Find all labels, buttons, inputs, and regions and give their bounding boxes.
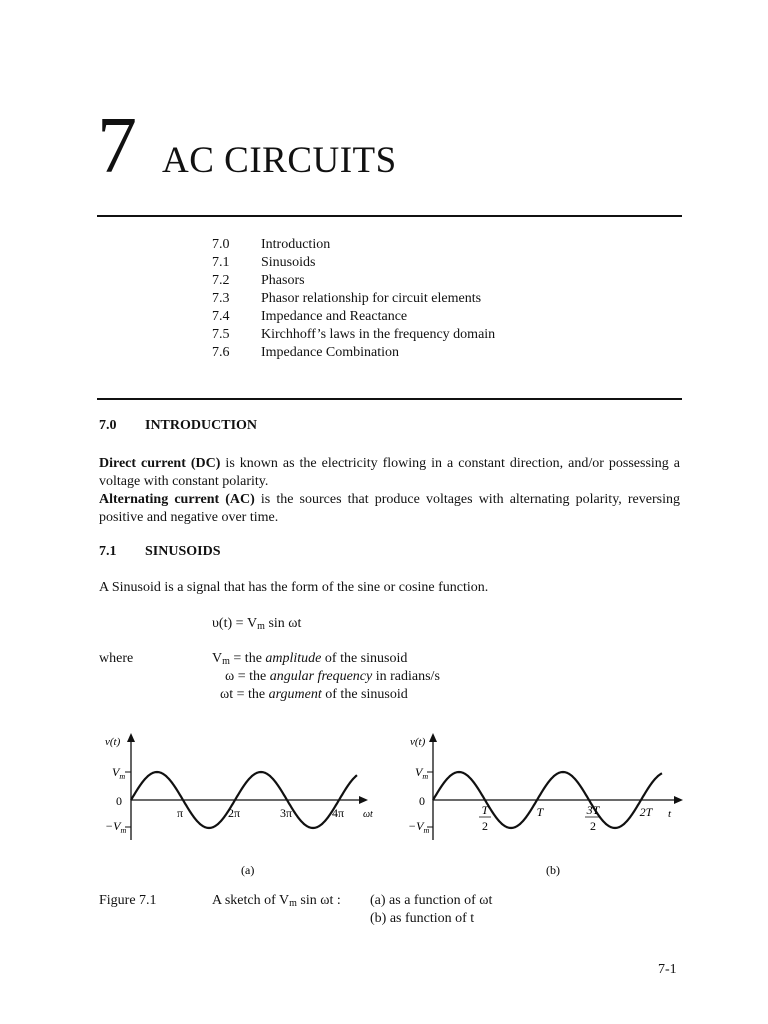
ac-text: is the sources that produce voltages with alternating polarity, reversing positive and negative over time. (99, 492, 680, 525)
toc-num: 7.0 (212, 237, 230, 252)
def-term: amplitude (265, 651, 322, 666)
graph-b-vm-label: $V_m$ (415, 765, 429, 781)
def-mid: = the (234, 669, 270, 684)
graph-b-ylabel: v(t) (410, 736, 426, 748)
graph-b (400, 728, 695, 888)
caption-pre: A sketch of V (212, 893, 290, 908)
def-subscript: m (222, 656, 230, 667)
equation-subscript: m (257, 621, 265, 632)
equation-rhs: sin ωt (264, 616, 302, 631)
toc-num: 7.5 (212, 327, 230, 342)
graph-a-x-arrow (359, 796, 368, 804)
graph-a (95, 728, 380, 888)
def-post: of the sinusoid (321, 687, 408, 702)
graph-b-x-arrow (674, 796, 683, 804)
where-label: where (99, 651, 134, 666)
definition-angular-frequency (225, 668, 440, 686)
def-post: of the sinusoid (321, 651, 408, 666)
def-symbol: V (212, 651, 223, 666)
def-term: argument (268, 687, 322, 702)
toc-item (212, 254, 315, 272)
graph-a-vm-label: $V_m$ (112, 765, 126, 781)
toc-label: Introduction (261, 237, 331, 252)
toc-item (212, 290, 481, 308)
figure-label: Figure 7.1 (99, 893, 157, 908)
toc-num: 7.3 (212, 291, 230, 306)
toc-num: 7.1 (212, 255, 230, 270)
dc-text: is known as the electricity flowing in a constant direction, and/or possessing a voltage with constant polarity. (99, 456, 681, 489)
graph-a-ylabel: v(t) (105, 736, 121, 748)
top-rule (97, 215, 682, 217)
definition-amplitude (212, 650, 407, 668)
dc-term: Direct current (DC) (99, 456, 221, 471)
section-title: SINUSOIDS (145, 544, 221, 559)
chapter-title: AC CIRCUITS (162, 140, 397, 181)
section-title: INTRODUCTION (145, 418, 258, 433)
graph-b-tick-2t: 2T (639, 805, 653, 819)
graph-b-tick-t: T (536, 805, 544, 819)
def-term: angular frequency (269, 669, 373, 684)
definition-argument (220, 686, 408, 704)
toc-label: Kirchhoff’s laws in the frequency domain (261, 327, 496, 342)
def-symbol: ω (225, 669, 235, 684)
graph-a-y-arrow (127, 733, 135, 742)
graph-a-tick-3pi: 3π (280, 806, 293, 820)
caption-post: sin ωt : (296, 893, 341, 908)
toc-label: Phasor relationship for circuit elements (261, 291, 482, 306)
sinusoid-equation (212, 615, 301, 633)
chapter-number: 7 (97, 102, 137, 190)
toc-item (212, 236, 330, 254)
graph-b-tick-half-den: 2 (482, 819, 488, 833)
graph-a-tick-2pi: 2π (228, 806, 241, 820)
graph-a-neg-label: $-V_m$ (105, 819, 127, 835)
graph-a-tick-4pi: 4π (332, 806, 345, 820)
graph-b-zero-label: 0 (419, 794, 425, 808)
toc-num: 7.2 (212, 273, 230, 288)
def-post: in radians/s (372, 669, 440, 684)
toc-label: Impedance and Reactance (261, 309, 408, 324)
toc-label: Phasors (261, 273, 305, 288)
section-heading-sinusoids (99, 544, 220, 560)
section-number: 7.0 (99, 418, 117, 433)
figure-caption-item-a: (a) as a function of ωt (370, 893, 493, 908)
graph-a-zero-label: 0 (116, 794, 122, 808)
graph-b-tick-threehalf-num: 3T (586, 803, 600, 817)
sinusoid-definition: A Sinusoid is a signal that has the form of the sine or cosine function. (99, 580, 489, 595)
graph-b-neg-label: $-V_m$ (408, 819, 430, 835)
toc-label: Sinusoids (261, 255, 316, 270)
toc-item (212, 308, 407, 326)
toc-label: Impedance Combination (261, 345, 400, 360)
def-symbol: ωt (220, 687, 234, 702)
page-number: 7-1 (658, 962, 677, 977)
def-mid: = the (233, 687, 269, 702)
graph-b-tick-half-num: T (481, 803, 489, 817)
toc-bottom-rule (97, 398, 682, 400)
graph-a-xlabel: ωt (363, 809, 373, 820)
equation-lhs: υ(t) = V (212, 616, 258, 631)
dc-paragraph (99, 455, 680, 491)
ac-paragraph (99, 491, 680, 527)
graph-b-xlabel: t (668, 808, 672, 820)
graph-a-caption: (a) (241, 863, 255, 877)
toc-num: 7.6 (212, 345, 230, 360)
section-heading-introduction (99, 418, 257, 434)
def-mid: = the (229, 651, 266, 666)
graph-b-tick-threehalf-den: 2 (590, 819, 596, 833)
ac-term: Alternating current (AC) (99, 492, 255, 507)
toc-item (212, 344, 399, 362)
figure-caption-text (212, 892, 341, 910)
section-number: 7.1 (99, 544, 117, 559)
graph-b-y-arrow (429, 733, 437, 742)
caption-subscript: m (289, 898, 297, 909)
figure-caption-item-b: (b) as function of t (370, 911, 475, 926)
graph-a-tick-pi: π (177, 806, 184, 820)
toc-item (212, 326, 495, 344)
toc-item (212, 272, 305, 290)
graph-b-caption: (b) (546, 863, 560, 877)
toc-num: 7.4 (212, 309, 230, 324)
